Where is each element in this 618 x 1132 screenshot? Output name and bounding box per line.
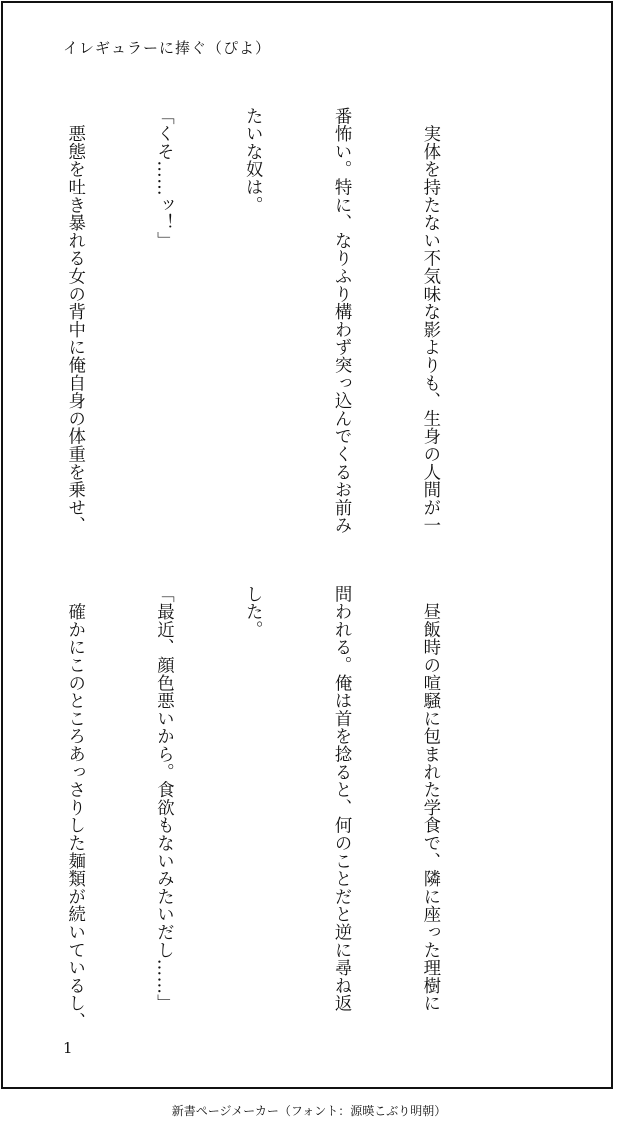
text-line: 「くそ……ッ！」	[153, 107, 174, 250]
text-block-bottom	[0, 585, 503, 1030]
text-line: 実体を持たない不気味な影よりも、生身の人間が一	[419, 107, 440, 535]
text-line: 確かにこのところあっさりした麺類が続いているし、	[64, 585, 85, 1030]
page-number: 1	[63, 1039, 73, 1057]
running-header: イレギュラーに捧ぐ（ぴよ）	[63, 39, 272, 57]
text-line: した。	[242, 585, 263, 639]
text-line: 悪態を吐き暴れる女の背中に俺自身の体重を乗せ、	[64, 107, 85, 535]
text-block-top	[0, 107, 503, 539]
footer-credit: 新書ページメーカー（フォント：源暎こぶり明朝）	[171, 1104, 447, 1118]
text-line: 「最近、顔色悪いから。食欲もないみたいだし……」	[153, 585, 174, 1013]
text-line: 番怖い。特に、なりふり構わず突っ込んでくるお前み	[331, 107, 352, 535]
text-line: 昼飯時の喧騒に包まれた学食で、隣に座った理樹に	[419, 585, 440, 1013]
text-line: 問われる。俺は首を捻ると、何のことだと逆に尋ね返	[331, 585, 352, 1013]
page-frame	[1, 1, 613, 1089]
text-line: たいな奴は。	[242, 107, 263, 214]
